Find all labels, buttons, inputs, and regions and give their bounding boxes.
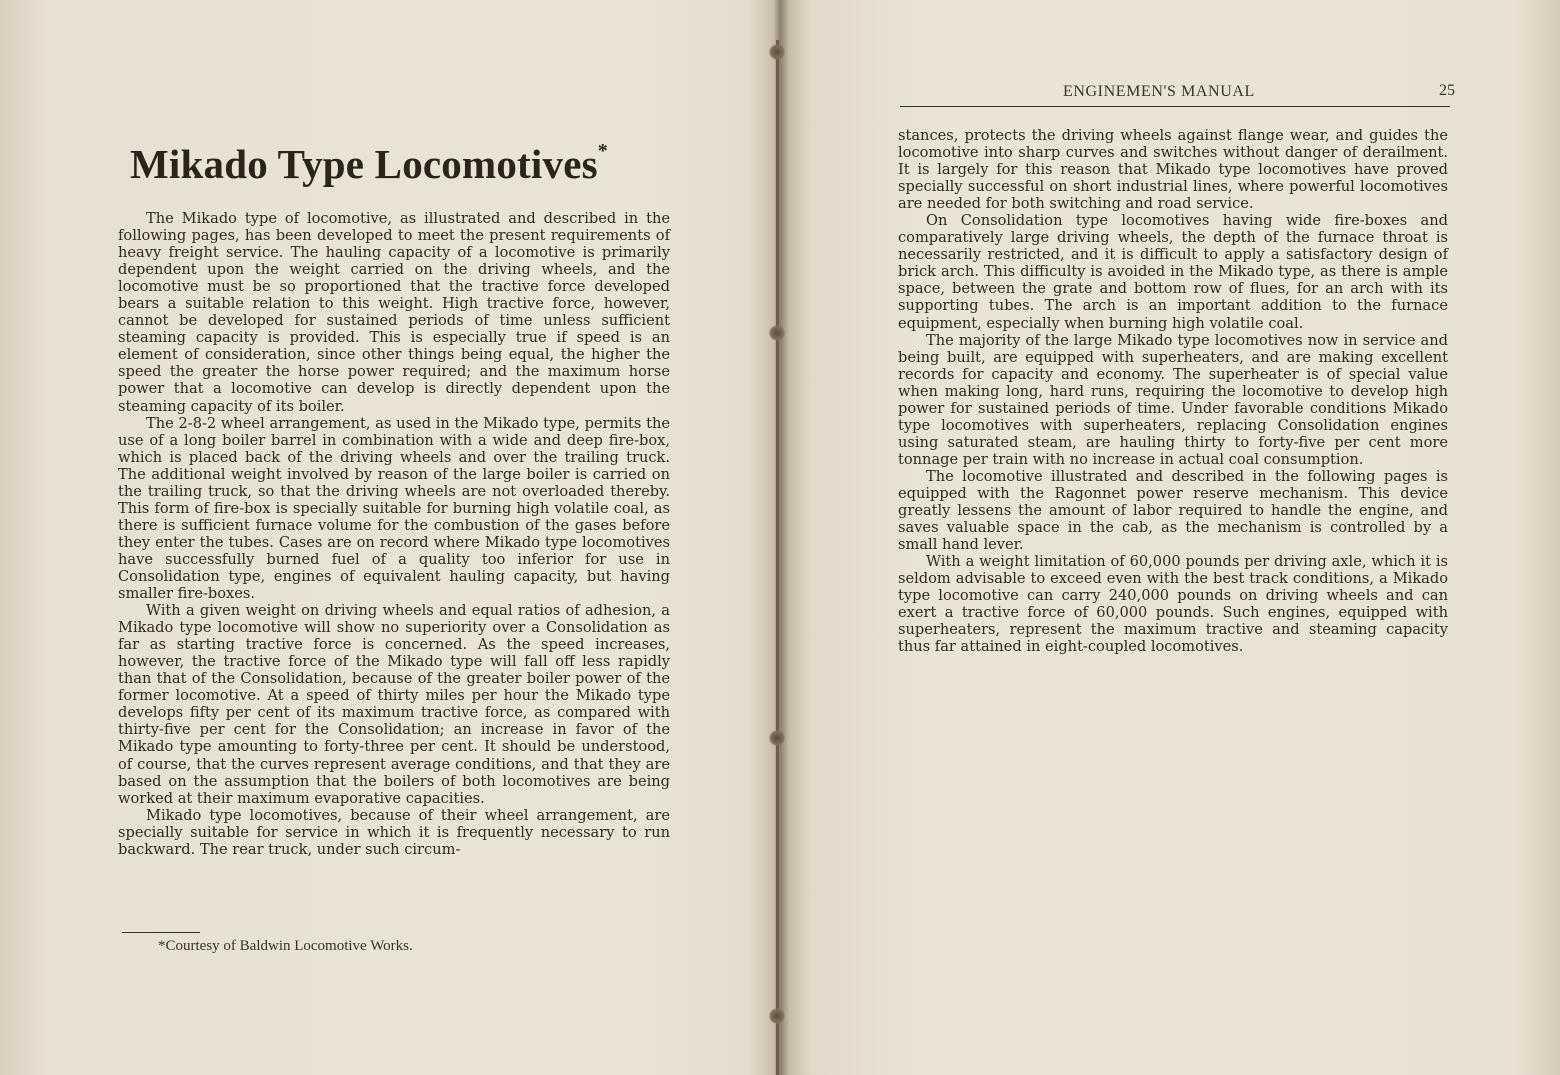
chapter-title-text: Mikado Type Locomotives xyxy=(130,141,598,187)
chapter-title xyxy=(130,140,690,188)
paragraph: On Consolidation type locomotives having wide fire-boxes and comparatively large driving wheels, the depth of the furnace throat is necessarily restricted, and it is difficult to apply a satisfactory design of brick arch. This difficulty is avoided in the Mikado type, as there is ample space, between the grate and bottom row of flues, for an arch with its supporting tubes. The arch is an important addition to the furnace equipment, especially when burning high volatile coal. xyxy=(898,212,1448,332)
paragraph: With a given weight on driving wheels and equal ratios of adhesion, a Mikado type locomotive will show no superiority over a Consolidation as far as starting tractive force is concerned. As the speed increases, however, the tractive force of the Mikado type will fall off less rapidly than that of the Consolidation, because of the greater boiler power of the former locomotive. At a speed of thirty miles per hour the Mikado type develops fifty per cent of its maximum tractive force, as compared with thirty-five per cent for the Consolidation; an increase in favor of the Mikado type amounting to forty-three per cent. It should be understood, of course, that the curves represent average conditions, and that they are based on the assumption that the boilers of both locomotives are being worked at their maximum evaporative capacities. xyxy=(118,602,670,807)
footnote: *Courtesy of Baldwin Locomotive Works. xyxy=(158,938,413,954)
paragraph: The Mikado type of locomotive, as illustrated and described in the following pages, has been developed to meet the present requirements of heavy freight service. The hauling capacity of a locomotive is primarily dependent upon the weight carried on the driving wheels, and the locomotive must be so proportioned that the tractive force developed bears a suitable relation to this weight. High tractive force, however, cannot be developed for sustained periods of time unless sufficient steaming capacity is provided. This is especially true if speed is an element of consideration, since other things being equal, the higher the speed the greater the horse power required; and the maximum horse power that a locomotive can develop is directly dependent upon the steaming capacity of its boiler. xyxy=(118,210,670,415)
paragraph-continuation: stances, protects the driving wheels against flange wear, and guides the locomotive into sharp curves and switches without danger of derailment. It is largely for this reason that Mikado type locomotives have proved specially successful on short industrial lines, where powerful locomotives are needed for both switching and road service. xyxy=(898,127,1448,213)
left-page xyxy=(0,0,778,1075)
paragraph: The 2-8-2 wheel arrangement, as used in the Mikado type, permits the use of a long boiler barrel in combination with a wide and deep fire-box, which is placed back of the driving wheels and over the trailing truck. The additional weight involved by reason of the large boiler is carried on the trailing truck, so that the driving wheels are not overloaded thereby. This form of fire-box is specially suitable for burning high volatile coal, as there is sufficient furnace volume for the combustion of the gases before they enter the tubes. Cases are on record where Mikado type locomotives have successfully burned fuel of a quality too inferior for use in Consolidation type, engines of equivalent hauling capacity, but having smaller fire-boxes. xyxy=(118,414,670,603)
footnote-rule xyxy=(122,932,200,933)
running-head: ENGINEMEN'S MANUAL xyxy=(1063,83,1255,100)
left-body-text xyxy=(118,210,670,858)
footnote-marker: * xyxy=(597,140,608,163)
right-body-text xyxy=(898,127,1448,655)
paragraph: Mikado type locomotives, because of their wheel arrangement, are specially suitable for service in which it is frequently necessary to run backward. The rear truck, under such circum- xyxy=(118,806,670,858)
page-number: 25 xyxy=(1439,82,1455,99)
paragraph: The majority of the large Mikado type locomotives now in service and being built, are equipped with superheaters, and are making excellent records for capacity and economy. The superheater is of special value when making long, hard runs, requiring the locomotive to develop high power for sustained periods of time. Under favorable conditions Mikado type locomotives with superheaters, replacing Consolidation engines using saturated steam, are hauling thirty to forty-five per cent more tonnage per train with no increase in actual coal consumption. xyxy=(898,331,1448,468)
paragraph: With a weight limitation of 60,000 pounds per driving axle, which it is seldom advisable to exceed even with the best track conditions, a Mikado type locomotive can carry 240,000 pounds on driving wheels and can exert a tractive force of 60,000 pounds. Such engines, equipped with superheaters, represent the maximum tractive and steaming capacity thus far attained in eight-coupled locomotives. xyxy=(898,553,1448,656)
paragraph: The locomotive illustrated and described in the following pages is equipped with the Ragonnet power reserve mechanism. This device greatly lessens the amount of labor required to handle the engine, and saves valuable space in the cab, as the mechanism is controlled by a small hand lever. xyxy=(898,467,1448,554)
header-rule xyxy=(900,106,1450,107)
